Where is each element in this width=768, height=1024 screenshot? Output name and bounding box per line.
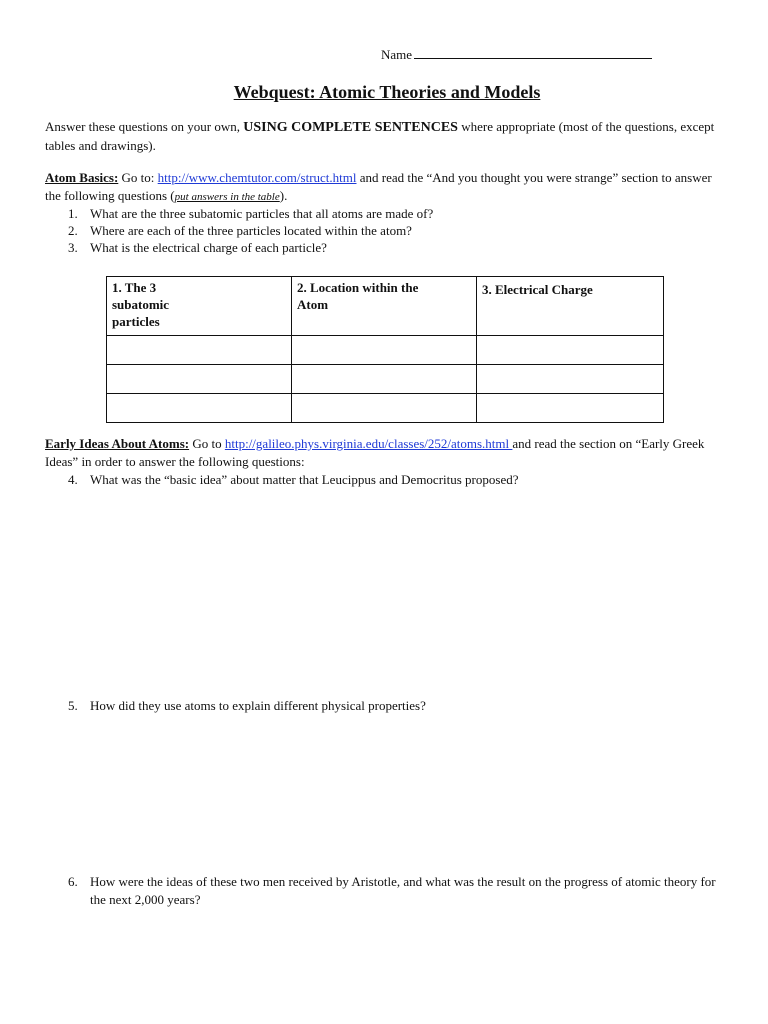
question-2 bbox=[68, 222, 728, 240]
header-location bbox=[292, 277, 477, 336]
section1-goto: Go to: bbox=[118, 170, 158, 185]
question-5 bbox=[68, 697, 728, 715]
answer-cell[interactable] bbox=[292, 365, 477, 394]
answer-cell[interactable] bbox=[107, 394, 292, 423]
section2-heading: Early Ideas About Atoms: bbox=[45, 436, 190, 451]
section1-heading: Atom Basics: bbox=[45, 170, 119, 185]
name-blank-line[interactable] bbox=[414, 45, 652, 59]
chemtutor-link[interactable]: http://www.chemtutor.com/struct.html bbox=[157, 170, 357, 185]
table-row bbox=[107, 336, 664, 365]
section1-text-a: and read the “And you thought you were strange” section to answer the following questions ( bbox=[45, 170, 712, 203]
answer-cell[interactable] bbox=[107, 336, 292, 365]
question-text: How were the ideas of these two men received by Aristotle, and what was the result on the progress of atomic theory for the next 2,000 years? bbox=[90, 874, 716, 907]
answer-cell[interactable] bbox=[292, 336, 477, 365]
section2-text-a: and read the section on “Early Greek Ideas” in order to answer the following questions: bbox=[45, 436, 705, 469]
question-number: 1. bbox=[68, 206, 78, 221]
question-number: 4. bbox=[68, 472, 78, 487]
table-hint: put answers in the table bbox=[174, 191, 280, 203]
question-text: How did they use atoms to explain different physical properties? bbox=[90, 698, 426, 713]
name-label: Name bbox=[381, 47, 413, 62]
answer-cell[interactable] bbox=[477, 336, 664, 365]
name-field[interactable] bbox=[381, 45, 652, 63]
intro-emphasis: USING COMPLETE SENTENCES bbox=[243, 120, 458, 135]
answer-cell[interactable] bbox=[477, 365, 664, 394]
header-charge bbox=[477, 277, 664, 336]
question-3 bbox=[68, 239, 728, 257]
question-1 bbox=[68, 205, 728, 223]
question-number: 6. bbox=[68, 874, 78, 889]
galileo-link[interactable]: http://galileo.phys.virginia.edu/classes/252/atoms.html bbox=[224, 436, 513, 451]
question-text: What are the three subatomic particles that all atoms are made of? bbox=[90, 206, 434, 221]
intro-paragraph bbox=[45, 118, 725, 155]
question-text: What was the “basic idea” about matter that Leucippus and Democritus proposed? bbox=[90, 472, 519, 487]
question-text: Where are each of the three particles located within the atom? bbox=[90, 223, 412, 238]
table-row bbox=[107, 365, 664, 394]
header-charge-label: 3. Electrical Charge bbox=[482, 282, 593, 297]
answer-cell[interactable] bbox=[107, 365, 292, 394]
answer-cell[interactable] bbox=[477, 394, 664, 423]
table-row bbox=[107, 394, 664, 423]
intro-text-a: Answer these questions on your own, bbox=[45, 119, 244, 134]
header-particles bbox=[107, 277, 292, 336]
section1-text-b: ). bbox=[279, 188, 288, 203]
question-number: 2. bbox=[68, 223, 78, 238]
intro-text-c: where appropriate (most of the questions, except tables and drawings). bbox=[45, 119, 715, 153]
section1-paragraph bbox=[45, 169, 725, 206]
section2-paragraph bbox=[45, 435, 725, 471]
answer-cell[interactable] bbox=[292, 394, 477, 423]
page-title: Webquest: Atomic Theories and Models bbox=[233, 82, 541, 102]
question-number: 3. bbox=[68, 240, 78, 255]
header-location-label: 2. Location within the Atom bbox=[297, 280, 419, 312]
section2-goto: Go to bbox=[189, 436, 225, 451]
question-text: What is the electrical charge of each particle? bbox=[90, 240, 327, 255]
question-number: 5. bbox=[68, 698, 78, 713]
question-6 bbox=[68, 873, 728, 909]
table-header-row bbox=[107, 277, 664, 336]
header-particles-label: 1. The 3 subatomic particles bbox=[112, 280, 170, 329]
answer-table bbox=[106, 276, 664, 423]
question-4 bbox=[68, 471, 728, 489]
